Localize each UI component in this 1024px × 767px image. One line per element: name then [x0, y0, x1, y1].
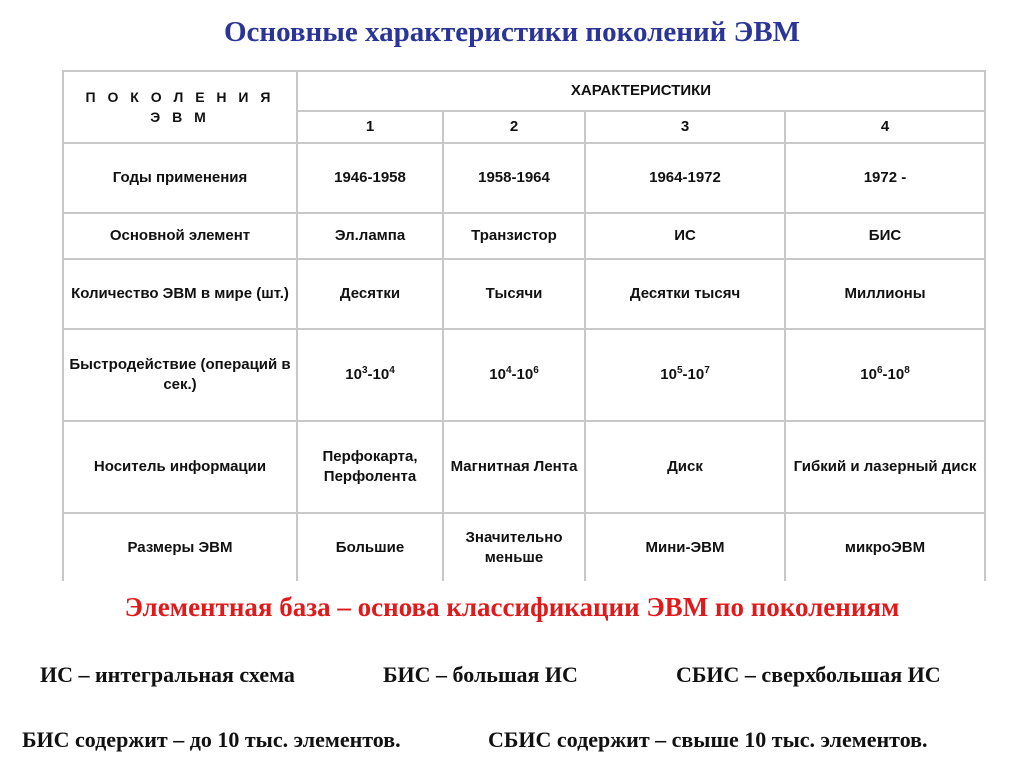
- note-bis: БИС содержит – до 10 тыс. элементов.: [22, 727, 401, 752]
- table-row: [63, 259, 985, 329]
- definition-sbis: СБИС – сверхбольшая ИС: [676, 662, 941, 687]
- row-label-media: Носитель информации: [63, 421, 297, 513]
- table-cell: Перфокарта, Перфолента: [297, 421, 443, 513]
- corner-header-cell: [63, 71, 297, 143]
- note-sbis: СБИС содержит – свыше 10 тыс. элементов.: [488, 727, 928, 752]
- table-cell: Миллионы: [785, 259, 985, 329]
- table-cell: 1972 -: [785, 143, 985, 213]
- definition-bis: БИС – большая ИС: [383, 662, 578, 687]
- table-cell: Тысячи: [443, 259, 585, 329]
- row-label-count: Количество ЭВМ в мире (шт.): [63, 259, 297, 329]
- speed-cell: $10^3-10^4$: [297, 329, 443, 421]
- table-cell: микроЭВМ: [785, 513, 985, 581]
- table-cell: Десятки: [297, 259, 443, 329]
- table-cell: Эл.лампа: [297, 213, 443, 259]
- table-cell: Мини-ЭВМ: [585, 513, 785, 581]
- table-cell: Десятки тысяч: [585, 259, 785, 329]
- corner-header-line2: Э В М: [150, 109, 210, 125]
- speed-cell: $10^5-10^7$: [585, 329, 785, 421]
- definition-is: ИС – интегральная схема: [40, 662, 295, 687]
- row-label-speed: Быстродействие (операций в сек.): [63, 329, 297, 421]
- table-cell: ИС: [585, 213, 785, 259]
- table-cell: Диск: [585, 421, 785, 513]
- generation-header-2: 2: [443, 111, 585, 143]
- page-title: Основные характеристики поколений ЭВМ: [223, 16, 800, 48]
- table-cell: Значительно меньше: [443, 513, 585, 581]
- table-row: [63, 329, 985, 421]
- row-label-years: Годы применения: [63, 143, 297, 213]
- generation-header-1: 1: [297, 111, 443, 143]
- row-label-element: Основной элемент: [63, 213, 297, 259]
- table-cell: 1958-1964: [443, 143, 585, 213]
- row-label-size: Размеры ЭВМ: [63, 513, 297, 581]
- generations-table: [62, 70, 986, 581]
- table-cell: БИС: [785, 213, 985, 259]
- table-cell: Магнитная Лента: [443, 421, 585, 513]
- table-cell: 1946-1958: [297, 143, 443, 213]
- table-row: [63, 421, 985, 513]
- speed-cell: $10^4-10^6$: [443, 329, 585, 421]
- table-row: [63, 513, 985, 581]
- speed-cell: $10^6-10^8$: [785, 329, 985, 421]
- table-cell: 1964-1972: [585, 143, 785, 213]
- corner-header-line1: П О К О Л Е Н И Я: [85, 89, 275, 105]
- table-cell: Транзистор: [443, 213, 585, 259]
- generation-header-4: 4: [785, 111, 985, 143]
- table-row: [63, 213, 985, 259]
- generation-header-3: 3: [585, 111, 785, 143]
- table-row: [63, 143, 985, 213]
- characteristics-header: ХАРАКТЕРИСТИКИ: [297, 71, 985, 111]
- classification-note: Элементная база – основа классификации ЭВМ по поколениям: [124, 592, 900, 622]
- table-cell: Гибкий и лазерный диск: [785, 421, 985, 513]
- table-cell: Большие: [297, 513, 443, 581]
